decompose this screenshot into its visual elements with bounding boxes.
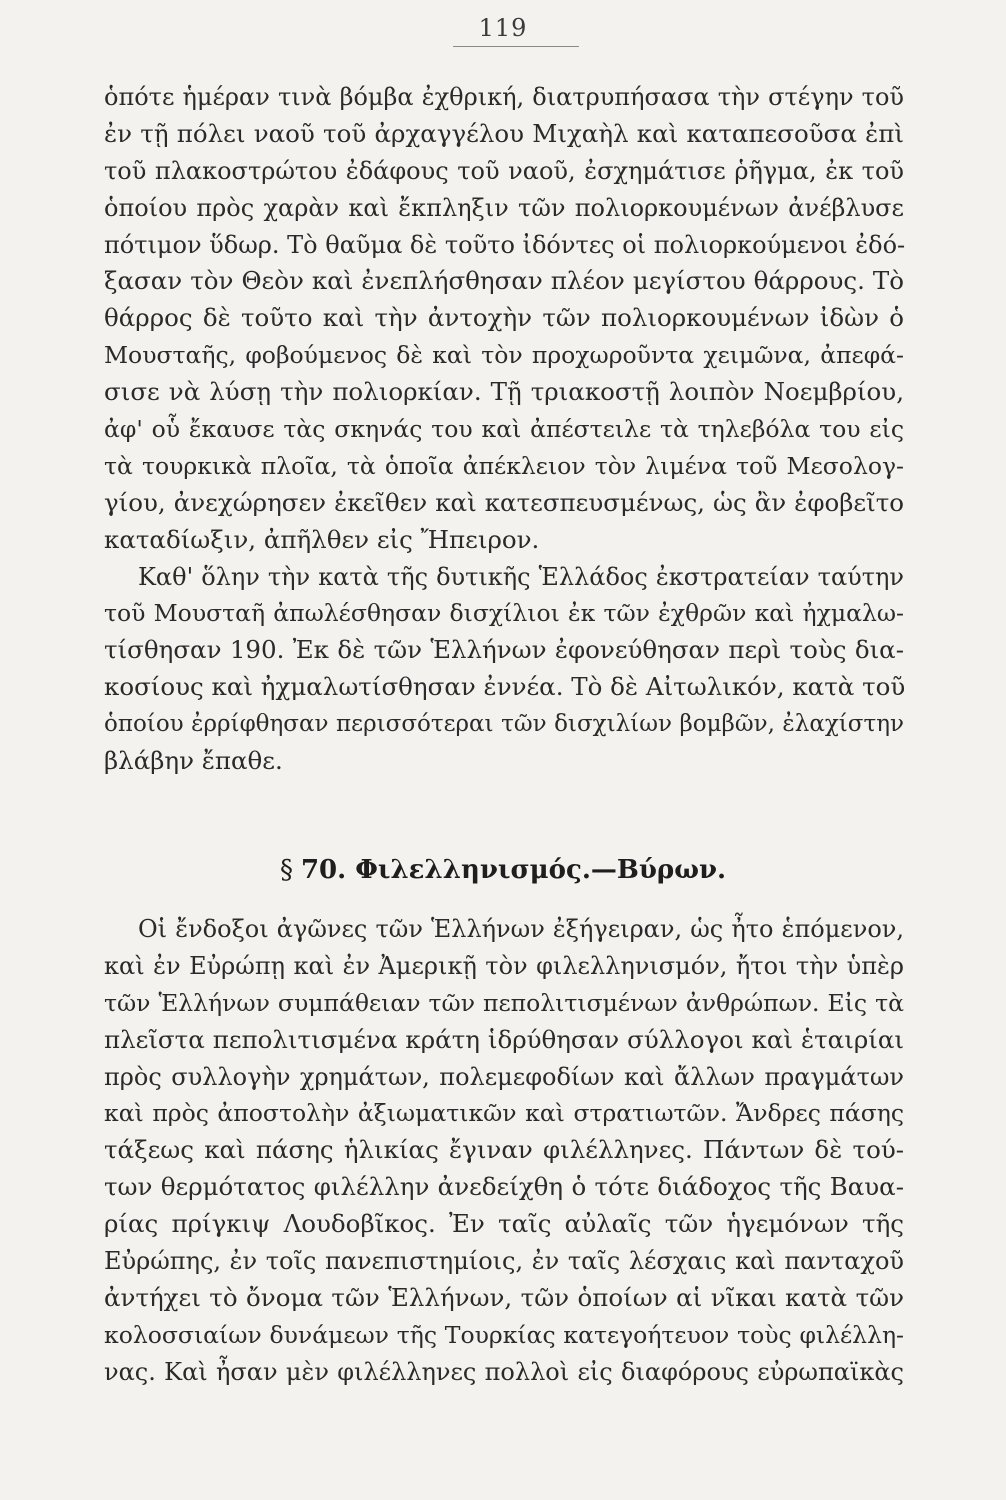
text-line: Εὐρώπης, ἐν τοῖς πανεπιστημίοις, ἐν ταῖς λέσχαις καὶ πανταχοῦ bbox=[104, 1247, 904, 1276]
text-line: κολοσσιαίων δυνάμεων τῆς Τουρκίας κατεγοήτευον τοὺς φιλέλλη- bbox=[104, 1320, 904, 1349]
text-line: γίου, ἀνεχώρησεν ἐκεῖθεν καὶ κατεσπευσμένως, ὡς ἂν ἐφοβεῖτο bbox=[104, 487, 904, 517]
paragraph-block-siege-end bbox=[104, 79, 904, 780]
text-line: ξασαν τὸν Θεὸν καὶ ἐνεπλήσθησαν πλέον μεγίστου θάρρους. Τὸ bbox=[104, 266, 904, 296]
text-line: ὁποίου πρὸς χαρὰν καὶ ἔκπληξιν τῶν πολιορκουμένων ἀνέβλυσε bbox=[104, 193, 904, 222]
text-line: τοῦ πλακοστρώτου ἐδάφους τοῦ ναοῦ, ἐσχημάτισε ῥῆγμα, ἐκ τοῦ bbox=[104, 156, 904, 185]
text-line: τὰ τουρκικὰ πλοῖα, τὰ ὁποῖα ἀπέκλειον τὸν λιμένα τοῦ Μεσολογ- bbox=[104, 451, 904, 480]
text-line: τοῦ Μουσταῆ ἀπωλέσθησαν δισχίλιοι ἐκ τῶν ἐχθρῶν καὶ ἠχμαλω- bbox=[104, 599, 904, 628]
text-line: θάρρος δὲ τοῦτο καὶ τὴν ἀντοχὴν τῶν πολιορκουμένων ἰδὼν ὁ bbox=[104, 303, 904, 333]
text-line: σισε νὰ λύσῃ τὴν πολιορκίαν. Τῇ τριακοστῇ λοιπὸν Νοεμβρίου, bbox=[104, 377, 904, 407]
text-line: των θερμότατος φιλέλλην ἀνεδείχθη ὁ τότε διάδοχος τῆς Βαυα- bbox=[104, 1172, 904, 1202]
text-line: ἐν τῇ πόλει ναοῦ τοῦ ἀρχαγγέλου Μιχαὴλ καὶ καταπεσοῦσα ἐπὶ bbox=[104, 118, 904, 148]
text-line: Οἱ ἔνδοξοι ἀγῶνες τῶν Ἑλλήνων ἐξήγειραν, ὡς ἦτο ἑπόμενον, bbox=[138, 915, 904, 943]
text-line: ὁποίου ἐρρίφθησαν περισσότεραι τῶν δισχιλίων βομβῶν, ἐλαχίστην bbox=[104, 711, 904, 738]
text-line: καὶ ἐν Εὐρώπῃ καὶ ἐν Ἀμερικῇ τὸν φιλελληνισμόν, ἤτοι τὴν ὑπὲρ bbox=[104, 951, 904, 980]
text-line: κοσίους καὶ ἠχμαλωτίσθησαν ἐννέα. Τὸ δὲ Αἰτωλικόν, κατὰ τοῦ bbox=[104, 672, 906, 702]
section-heading bbox=[0, 855, 1006, 885]
text-line: ἀφ' οὗ ἔκαυσε τὰς σκηνάς του καὶ ἀπέστειλε τὰ τηλεβόλα του εἰς bbox=[104, 415, 904, 444]
text-line: ρίας πρίγκιψ Λουδοβῖκος. Ἐν ταῖς αὐλαῖς τῶν ἡγεμόνων τῆς bbox=[104, 1209, 904, 1239]
text-line: πότιμον ὕδωρ. Τὸ θαῦμα δὲ τοῦτο ἰδόντες οἱ πολιορκούμενοι ἐδό- bbox=[104, 230, 906, 259]
text-line: πλεῖστα πεπολιτισμένα κράτη ἱδρύθησαν σύλλογοι καὶ ἑταιρίαι bbox=[104, 1024, 904, 1054]
text-line: ἀντήχει τὸ ὄνομα τῶν Ἑλλήνων, τῶν ὁποίων αἱ νῖκαι κατὰ τῶν bbox=[104, 1282, 904, 1312]
text-line: καὶ πρὸς ἀποστολὴν ἀξιωματικῶν καὶ στρατιωτῶν. Ἄνδρες πάσης bbox=[104, 1099, 904, 1128]
text-line: βλάβην ἔπαθε. bbox=[104, 746, 283, 776]
section-title: 70. Φιλελληνισμός.—Βύρων. bbox=[300, 855, 727, 885]
text-line: ὁπότε ἡμέραν τινὰ βόμβα ἐχθρική, διατρυπήσασα τὴν στέγην τοῦ bbox=[104, 83, 904, 111]
text-line: καταδίωξιν, ἀπῆλθεν εἰς Ἤπειρον. bbox=[104, 524, 540, 554]
text-line: τῶν Ἑλλήνων συμπάθειαν τῶν πεπολιτισμένων ἀνθρώπων. Εἰς τὰ bbox=[104, 988, 904, 1017]
text-line: Καθ' ὅλην τὴν κατὰ τῆς δυτικῆς Ἑλλάδος ἐκστρατείαν ταύτην bbox=[138, 562, 904, 591]
text-line: πρὸς συλλογὴν χρημάτων, πολεμεφοδίων καὶ ἄλλων πραγμάτων bbox=[104, 1062, 904, 1091]
section-sign: § bbox=[279, 855, 293, 885]
text-line: τάξεως καὶ πάσης ἡλικίας ἔγιναν φιλέλληνες. Πάντων δὲ τού- bbox=[104, 1135, 904, 1165]
text-line: τίσθησαν 190. Ἐκ δὲ τῶν Ἑλλήνων ἐφονεύθησαν περὶ τοὺς δια- bbox=[104, 635, 904, 665]
text-line: Μουσταῆς, φοβούμενος δὲ καὶ τὸν προχωροῦντα χειμῶνα, ἀπεφά- bbox=[104, 341, 904, 370]
text-line: νας. Καὶ ἦσαν μὲν φιλέλληνες πολλοὶ εἰς διαφόρους εὐρωπαϊκὰς bbox=[104, 1357, 904, 1386]
paragraph-block-philhellenism bbox=[104, 911, 904, 1391]
page-number: 119 bbox=[478, 14, 528, 42]
header-rule bbox=[453, 46, 579, 47]
